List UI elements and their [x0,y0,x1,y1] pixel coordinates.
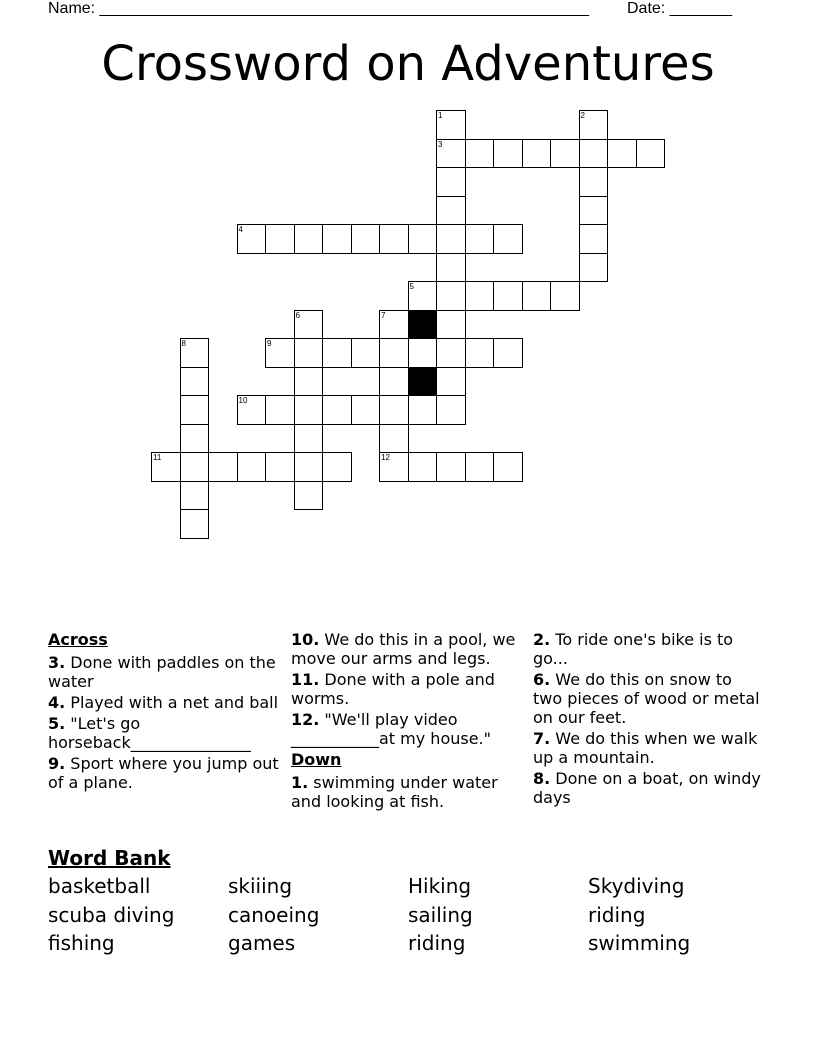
grid-cell[interactable] [265,452,295,482]
clue-text: Done with a pole and worms. [291,670,495,708]
clue-number: 12 [381,453,390,462]
grid-cell[interactable] [237,452,267,482]
name-field-label: Name: _______________________________________________________ [48,0,589,17]
clue-number: 3 [438,139,443,149]
word-bank-item: fishing [48,931,115,955]
grid-cell[interactable] [180,338,210,368]
grid-cell[interactable] [237,224,267,254]
grid-cell[interactable] [579,110,609,140]
grid-cell[interactable] [522,139,552,169]
grid-cell[interactable] [465,224,495,254]
word-bank-item: basketball [48,874,151,898]
clue-item [533,769,765,807]
clue-item [48,693,280,712]
grid-cell[interactable] [436,367,466,397]
word-bank-item: skiiing [228,874,293,898]
grid-cell[interactable] [550,281,580,311]
page-title: Crossword on Adventures [101,36,715,92]
grid-cell[interactable] [294,224,324,254]
clue-item [48,653,280,691]
grid-cell[interactable] [493,281,523,311]
word-bank-item: riding [408,931,466,955]
grid-cell[interactable] [294,310,324,340]
clue-item [291,670,523,708]
word-bank-item: swimming [588,931,691,955]
grid-cell[interactable] [436,224,466,254]
grid-cell[interactable] [436,139,466,169]
clue-num: 7. [533,729,551,748]
word-bank-item: riding [588,902,646,927]
grid-cell[interactable] [379,338,409,368]
clue-num: 1. [291,773,309,792]
clue-text: To ride one's bike is to go... [533,630,734,668]
grid-cell[interactable] [522,281,552,311]
clue-number: 7 [381,310,386,320]
grid-cell[interactable] [579,196,609,226]
clue-number: 2 [580,111,585,120]
word-bank-item: games [228,931,296,955]
clue-item [533,729,765,767]
grid-cell[interactable] [579,253,609,283]
grid-cell[interactable] [436,167,466,197]
word-bank-item: Skydiving [588,874,685,898]
grid-black-cell [408,310,438,340]
grid-cell[interactable] [379,310,409,340]
grid-cell[interactable] [351,395,381,425]
clue-item [291,710,523,748]
grid-cell[interactable] [379,424,409,454]
grid-cell[interactable] [465,452,495,482]
clue-text: "We'll play video ___________at my house." [291,710,491,748]
clue-number: 8 [181,339,186,348]
clues-column-1 [48,630,280,794]
grid-cell[interactable] [579,139,609,169]
grid-cell[interactable] [265,224,295,254]
clue-item [291,773,523,811]
word-bank-item: scuba diving [48,902,175,927]
clue-item [533,630,765,668]
clue-num: 6. [533,670,551,689]
grid-black-cell [408,367,438,397]
clue-num: 8. [533,769,551,788]
grid-cell[interactable] [408,452,438,482]
grid-cell[interactable] [180,424,210,454]
clue-number: 5 [409,282,414,291]
across-heading: Across [48,630,108,649]
grid-cell[interactable] [493,452,523,482]
grid-cell[interactable] [636,139,666,169]
clue-text: "Let's go horseback_______________ [48,714,251,752]
clue-number: 10 [238,396,248,405]
grid-cell[interactable] [237,395,267,425]
grid-cell[interactable] [436,281,466,311]
grid-cell[interactable] [379,224,409,254]
grid-cell[interactable] [493,338,523,368]
grid-cell[interactable] [322,395,352,425]
grid-cell[interactable] [294,367,324,397]
grid-cell[interactable] [351,338,381,368]
grid-cell[interactable] [436,253,466,283]
word-bank-item: canoeing [228,902,320,927]
grid-cell[interactable] [379,395,409,425]
grid-cell[interactable] [493,139,523,169]
clue-num: 3. [48,653,66,672]
clue-number: 6 [295,310,300,320]
grid-cell[interactable] [322,338,352,368]
grid-cell[interactable] [294,481,324,511]
grid-cell[interactable] [322,452,352,482]
grid-cell[interactable] [294,395,324,425]
grid-cell[interactable] [465,338,495,368]
grid-cell[interactable] [436,110,466,140]
clue-num: 9. [48,754,66,773]
clue-text: We do this when we walk up a mountain. [533,729,758,767]
word-bank-item: sailing [408,902,473,927]
down-heading: Down [291,750,342,769]
grid-cell[interactable] [607,139,637,169]
grid-cell[interactable] [208,452,238,482]
clue-text: Done with paddles on the water [48,653,276,691]
clue-num: 10. [291,630,320,649]
clue-number: 11 [153,453,162,462]
grid-cell[interactable] [151,452,181,482]
grid-cell[interactable] [180,481,210,511]
grid-cell[interactable] [408,224,438,254]
word-bank-title: Word Bank [48,846,171,870]
clue-item [533,670,765,727]
clues-column-3 [533,630,765,809]
grid-cell[interactable] [436,338,466,368]
clue-item [291,630,523,668]
grid-cell[interactable] [408,281,438,311]
grid-cell[interactable] [436,310,466,340]
grid-cell[interactable] [465,281,495,311]
grid-cell[interactable] [351,224,381,254]
grid-cell[interactable] [294,424,324,454]
grid-cell[interactable] [465,139,495,169]
grid-cell[interactable] [550,139,580,169]
grid-cell[interactable] [265,395,295,425]
grid-cell[interactable] [294,452,324,482]
grid-cell[interactable] [436,452,466,482]
clue-num: 11. [291,670,320,689]
grid-cell[interactable] [408,395,438,425]
clue-number: 1 [438,111,443,120]
clue-item [48,754,280,792]
clue-text: We do this on snow to two pieces of wood or metal on our feet. [533,670,760,727]
grid-cell[interactable] [294,338,324,368]
grid-cell[interactable] [379,452,409,482]
clue-number: 4 [238,225,243,234]
grid-cell[interactable] [379,367,409,397]
clue-text: Played with a net and ball [65,693,279,712]
word-bank-item: Hiking [408,874,472,898]
grid-cell[interactable] [322,224,352,254]
clue-item [48,714,280,752]
clue-text: Done on a boat, on windy days [533,769,761,807]
date-field-label: Date: _______ [627,0,732,17]
clue-text: Sport where you jump out of a plane. [48,754,279,792]
grid-cell[interactable] [408,338,438,368]
clue-number: 9 [267,339,272,348]
grid-cell[interactable] [180,367,210,397]
grid-cell[interactable] [493,224,523,254]
clue-num: 2. [533,630,551,649]
clue-text: We do this in a pool, we move our arms and legs. [291,630,516,668]
grid-cell[interactable] [180,509,210,539]
grid-cell[interactable] [180,452,210,482]
clue-num: 12. [291,710,320,729]
clue-num: 5. [48,714,66,733]
clues-column-2 [291,630,523,813]
grid-cell[interactable] [579,167,609,197]
grid-cell[interactable] [436,196,466,226]
grid-cell[interactable] [436,395,466,425]
clue-num: 4. [48,693,66,712]
grid-cell[interactable] [265,338,295,368]
grid-cell[interactable] [180,395,210,425]
clue-text: swimming under water and looking at fish. [291,773,498,811]
grid-cell[interactable] [579,224,609,254]
